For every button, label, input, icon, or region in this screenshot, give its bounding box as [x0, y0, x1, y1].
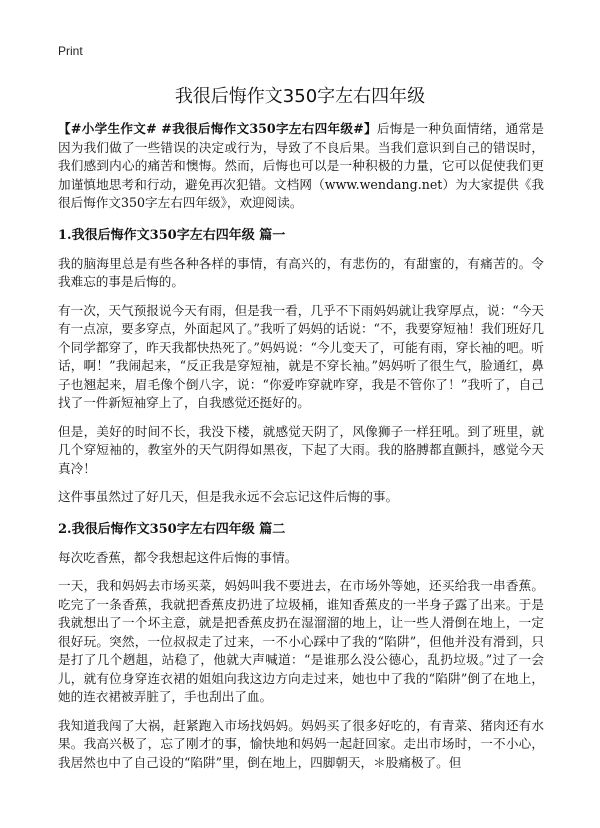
section-2-paragraph: 我知道我闯了大祸，赶紧跑入市场找妈妈。妈妈买了很多好吃的，有青菜、猪肉还有水果。我高兴极了，忘了刚才的事，愉快地和妈妈一起赶回家。走出市场时，一不小心，我居然也中了自己设的“陷阱”里，倒在地上，四脚朝天，＊股痛极了。但 [58, 717, 544, 770]
section-1-paragraph: 但是，美好的时间不长，我没下楼，就感觉天阴了，风像狮子一样狂吼。到了班里，就几个穿短袖的，教室外的天气阴得如黑夜，下起了大雨。我的胳膊都直颤抖，感觉今天真冷！ [58, 423, 544, 476]
section-2-paragraph: 每次吃香蕉，都令我想起这件后悔的事情。 [58, 549, 298, 565]
section-2-paragraph: 一天，我和妈妈去市场买菜，妈妈叫我不要进去，在市场外等她，还买给我一串香蕉。吃完了一条香蕉，我就把香蕉皮扔进了垃圾桶，谁知香蕉皮的一半身子露了出来。于是我就想出了一个坏主意，就是把香蕉皮扔在湿溜溜的地上，让一些人滑倒在地上，一定很好玩。突然，一位叔叔走了过来，一不小心踩中了我的“陷阱”，但他并没有滑到，只是打了几个趔趄，站稳了，他就大声喊道：“是谁那么没公德心，乱扔垃圾。”过了一会儿，就有位身穿连衣裙的姐姐向我这边方向走过来，她也中了我的“陷阱”倒了在地上，她的连衣裙被弄脏了，手也刮出了血。 [58, 578, 544, 704]
section-1-paragraph: 这件事虽然过了好几天，但是我永远不会忘记这件后悔的事。 [58, 489, 399, 504]
section-heading-2: 2.我很后悔作文350字左右四年级 篇二 [58, 521, 286, 537]
article-tags: 【#小学生作文# #我很后悔作文350字左右四年级#】 [58, 121, 377, 136]
section-1-paragraph: 有一次，天气预报说今天有雨，但是我一看，几乎不下雨妈妈就让我穿厚点，说：“今天有一点凉，要多穿点，外面起风了。”我听了妈妈的话说：“不，我要穿短袖！我们班好几个同学都穿了，昨天我都快热死了。”妈妈说：“今儿变天了，可能有雨，穿长袖的吧。听话，啊！”我闹起来，“反正我是穿短袖，就是不穿长袖。”妈妈听了很生气，脸通红，鼻子也翘起来，眉毛像个倒八字，说：“你爱咋穿就咋穿，我是不管你了！”我听了，自己找了一件新短袖穿上了，自我感觉还挺好的。 [58, 302, 544, 410]
article-body [58, 120, 544, 782]
intro-paragraph [58, 120, 544, 213]
section-1-paragraph: 我的脑海里总是有些各种各样的事情，有高兴的，有悲伤的，有甜蜜的，有痛苦的。令我难忘的事是后悔的。 [58, 255, 544, 289]
print-link[interactable]: Print [58, 44, 83, 58]
page-title: 我很后悔作文350字左右四年级 [174, 86, 426, 107]
section-heading-1: 1.我很后悔作文350字左右四年级 篇一 [58, 227, 286, 243]
intro-text: 后悔是一种负面情绪，通常是因为我们做了一些错误的决定或行为，导致了不良后果。当我们意识到自己的错误时，我们感到内心的痛苦和懊悔。然而，后悔也可以是一种积极的力量，它可以促使我们更加谨慎地思考和行动，避免再次犯错。文档网（www.wendang.net）为大家提供《我很后悔作文350字左右四年级》，欢迎阅读。 [58, 121, 544, 210]
